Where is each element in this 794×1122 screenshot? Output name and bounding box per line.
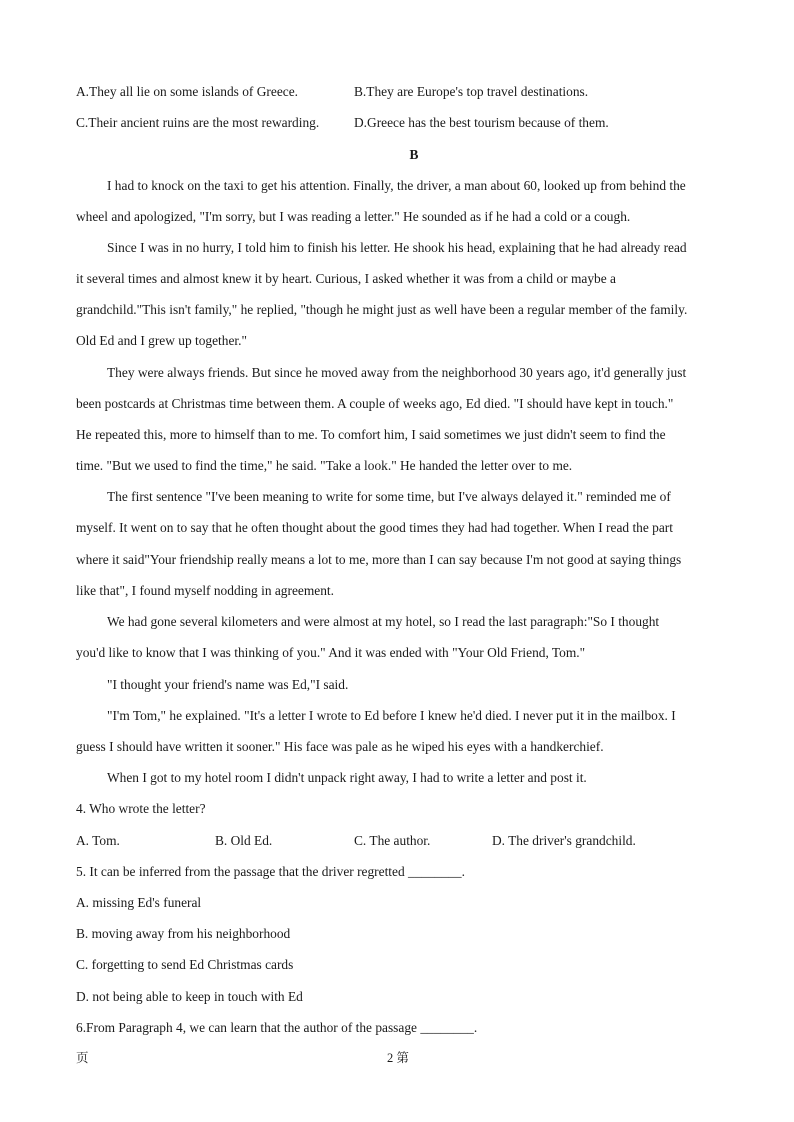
option-d: D.Greece has the best tourism because of them.: [354, 115, 609, 130]
passage-line: They were always friends. But since he moved away from the neighborhood 30 years ago, it'd generally just: [107, 365, 687, 380]
option-c: C. The author.: [354, 833, 431, 848]
passage-line: wheel and apologized, "I'm sorry, but I was reading a letter." He sounded as if he had a cold or a cough.: [76, 209, 631, 224]
passage-line: it several times and almost knew it by heart. Curious, I asked whether it was from a child or maybe a: [76, 271, 616, 286]
passage-line: Since I was in no hurry, I told him to finish his letter. He shook his head, explaining that he had already read: [107, 240, 687, 255]
passage-line: grandchild."This isn't family," he replied, "though he might just as well have been a regular member of the family.: [76, 302, 688, 317]
question-stem: 5. It can be inferred from the passage that the driver regretted ________.: [76, 864, 465, 879]
passage-line: been postcards at Christmas time between them. A couple of weeks ago, Ed died. "I should have kept in touch.": [76, 396, 674, 411]
passage-line: Old Ed and I grew up together.": [76, 333, 247, 348]
passage-line: We had gone several kilometers and were almost at my hotel, so I read the last paragraph:"So I thought: [107, 614, 660, 629]
option-d: D. not being able to keep in touch with Ed: [76, 989, 303, 1004]
footer-left-label: 页: [76, 1051, 89, 1065]
passage-line: time. "But we used to find the time," he said. "Take a look." He handed the letter over to me.: [76, 458, 573, 473]
option-c: C.Their ancient ruins are the most rewarding.: [76, 115, 320, 130]
option-b: B. Old Ed.: [215, 833, 273, 848]
passage-line: "I'm Tom," he explained. "It's a letter I wrote to Ed before I knew he'd died. I never put it in the mailbox. I: [107, 708, 676, 723]
option-a: A.They all lie on some islands of Greece.: [76, 84, 298, 99]
option-a: A. Tom.: [76, 833, 120, 848]
passage-line: The first sentence "I've been meaning to write for some time, but I've always delayed it." reminded me of: [107, 489, 671, 504]
passage-line: like that", I found myself nodding in agreement.: [76, 583, 334, 598]
passage-line: where it said"Your friendship really means a lot to me, more than I can say because I'm not good at saying things: [76, 552, 682, 567]
passage-line: He repeated this, more to himself than to me. To comfort him, I said sometimes we just didn't seem to find the: [76, 427, 666, 442]
passage-line: "I thought your friend's name was Ed,"I said.: [107, 677, 349, 692]
option-a: A. missing Ed's funeral: [76, 895, 202, 910]
option-d: D. The driver's grandchild.: [492, 833, 636, 848]
option-b: B. moving away from his neighborhood: [76, 926, 291, 941]
option-c: C. forgetting to send Ed Christmas cards: [76, 957, 294, 972]
passage-line: I had to knock on the taxi to get his attention. Finally, the driver, a man about 60, looked up from behind the: [107, 178, 686, 193]
passage-line: myself. It went on to say that he often thought about the good times they had had together. When I read the part: [76, 520, 673, 535]
question-stem: 6.From Paragraph 4, we can learn that the author of the passage ________.: [76, 1020, 478, 1035]
passage-line: guess I should have written it sooner." His face was pale as he wiped his eyes with a handkerchief.: [76, 739, 604, 754]
question-stem: 4. Who wrote the letter?: [76, 801, 206, 816]
option-b: B.They are Europe's top travel destinations.: [354, 84, 589, 99]
passage-line: you'd like to know that I was thinking of you." And it was ended with "Your Old Friend, Tom.": [76, 645, 586, 660]
section-heading: B: [409, 147, 419, 162]
passage-line: When I got to my hotel room I didn't unpack right away, I had to write a letter and post it.: [107, 770, 587, 785]
page-number: 2 第: [387, 1051, 409, 1065]
